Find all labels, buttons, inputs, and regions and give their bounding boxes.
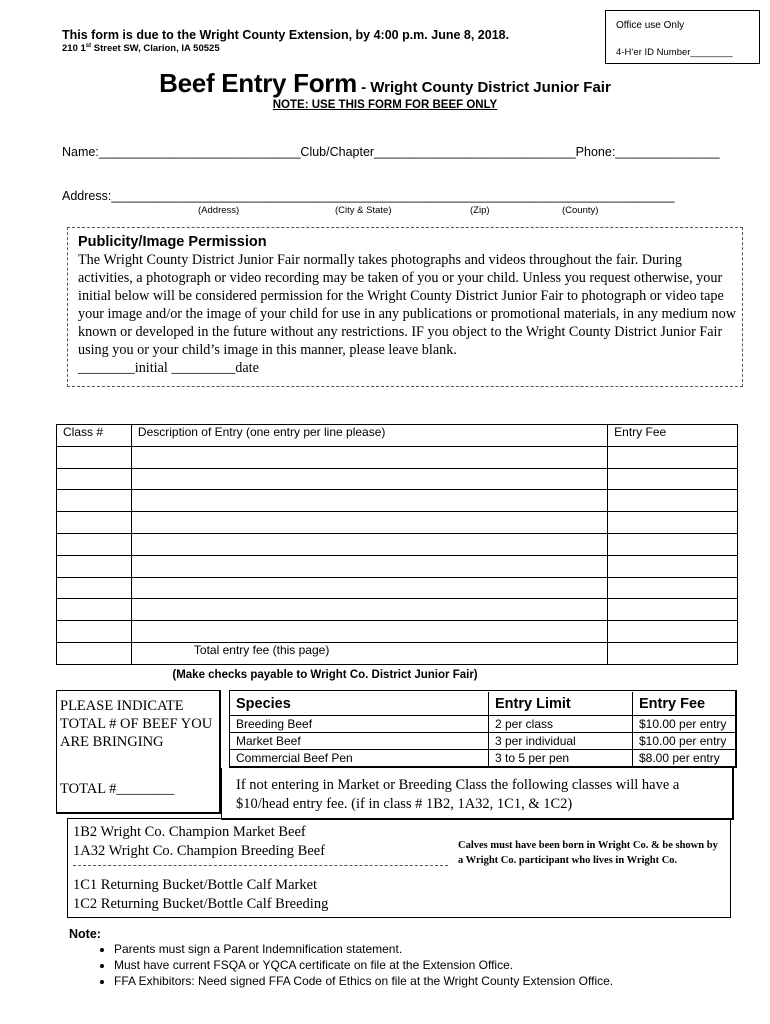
champion-class-1b2: 1B2 Wright Co. Champion Market Beef [73, 824, 306, 840]
table-row[interactable] [57, 555, 738, 577]
fee-cell[interactable] [608, 599, 738, 621]
class-cell[interactable] [57, 577, 132, 599]
notes-list [90, 941, 613, 989]
fee-cell[interactable] [608, 621, 738, 643]
header-description: Description of Entry (one entry per line please) [131, 425, 607, 447]
bucket-calf-1c1: 1C1 Returning Bucket/Bottle Calf Market [73, 877, 318, 893]
species-limit: 3 per individual [489, 733, 633, 750]
entry-table-header [57, 425, 738, 447]
description-cell[interactable] [131, 490, 607, 512]
publicity-body [78, 251, 738, 377]
title-sub: - Wright County District Junior Fair [356, 79, 611, 96]
species-name: Breeding Beef [230, 716, 489, 733]
bucket-calf-1c2: 1C2 Returning Bucket/Bottle Calf Breeding [73, 896, 329, 912]
header-entry-limit: Entry Limit [489, 692, 633, 716]
champion-divider [73, 865, 448, 866]
table-row [230, 750, 735, 767]
species-fee: $10.00 per entry [633, 716, 736, 733]
fee-cell[interactable] [608, 468, 738, 490]
notes-label: Note: [69, 927, 101, 941]
form-title [0, 68, 770, 99]
species-header-row [230, 692, 735, 716]
description-cell[interactable] [131, 512, 607, 534]
office-use-box [605, 10, 760, 64]
sublabel-city-state: (City & State) [335, 205, 392, 216]
description-cell[interactable] [131, 533, 607, 555]
sublabel-county: (County) [562, 205, 599, 216]
total-label: Total entry fee (this page) [131, 642, 607, 664]
total-class-cell [57, 642, 132, 664]
address-rest: Street SW, Clarion, IA 50525 [91, 43, 220, 55]
title-note: NOTE: USE THIS FORM FOR BEEF ONLY [272, 99, 498, 111]
list-item: • Parents must sign a Parent Indemnification statement. [114, 941, 613, 957]
calves-requirement: Calves must have been born in Wright Co. & be shown by a Wright Co. participant who lives in Wright Co. [458, 840, 718, 866]
description-cell[interactable] [131, 468, 607, 490]
name-club-phone-row[interactable]: Name:_____________________________Club/Chapter_____________________________Phone:_______________ [62, 145, 720, 159]
species-fee: $10.00 per entry [633, 733, 736, 750]
header-species-fee: Entry Fee [633, 692, 736, 716]
entry-table [56, 424, 738, 665]
fee-cell[interactable] [608, 446, 738, 468]
table-row[interactable] [57, 468, 738, 490]
species-limit: 2 per class [489, 716, 633, 733]
fee-cell[interactable] [608, 555, 738, 577]
publicity-text: The Wright County District Junior Fair normally takes photographs and videos throughout the fair. During activities, a photograph or video recording may be taken of you or your child. Unless you request otherwise, your initial below will be considered permission for the Wright County District Junior Fair to photograph or video tape your image and/or the image of your child for use in any publications or promotional materials, in any medium now known or developed in the future without any restrictions. IF you object to the Wright County District Junior Fair using you or your child’s image in this manner, please leave blank. [78, 252, 736, 358]
due-notice: This form is due to the Wright County Extension, by 4:00 p.m. June 8, 2018. [62, 28, 510, 42]
class-cell[interactable] [57, 555, 132, 577]
total-beef-field[interactable]: TOTAL #________ [60, 781, 175, 797]
list-item: • Must have current FSQA or YQCA certificate on file at the Extension Office. [114, 957, 613, 973]
champion-class-1a32: 1A32 Wright Co. Champion Breeding Beef [73, 843, 326, 859]
sublabel-address: (Address) [198, 205, 240, 216]
header-entry-fee: Entry Fee [608, 425, 738, 447]
id-number-field[interactable]: 4-H’er ID Number________ [616, 47, 733, 58]
checks-payable-note: (Make checks payable to Wright Co. District Junior Fair) [172, 669, 478, 681]
table-row[interactable] [57, 490, 738, 512]
indicate-label: PLEASE INDICATE TOTAL # OF BEEF YOU ARE BRINGING [60, 698, 213, 750]
description-cell[interactable] [131, 599, 607, 621]
table-row [230, 716, 735, 733]
class-cell[interactable] [57, 599, 132, 621]
header-class: Class # [57, 425, 132, 447]
address-number: 210 1 [62, 43, 86, 55]
table-row[interactable] [57, 533, 738, 555]
description-cell[interactable] [131, 577, 607, 599]
publicity-title: Publicity/Image Permission [78, 234, 267, 250]
table-row[interactable] [57, 512, 738, 534]
species-fee: $8.00 per entry [633, 750, 736, 767]
fee-cell[interactable] [608, 577, 738, 599]
class-cell[interactable] [57, 621, 132, 643]
description-cell[interactable] [131, 446, 607, 468]
table-row[interactable] [57, 446, 738, 468]
header-species: Species [230, 692, 489, 716]
sublabel-zip: (Zip) [470, 205, 490, 216]
address-row[interactable]: Address:_________________________________________________________________________________ [62, 189, 675, 203]
total-fee-cell[interactable] [608, 642, 738, 664]
initial-date-line[interactable]: ________initial _________date [78, 360, 259, 376]
table-row[interactable] [57, 577, 738, 599]
title-main: Beef Entry Form [159, 68, 357, 98]
list-item: • FFA Exhibitors: Need signed FFA Code of Ethics on file at the Wright County Extension Office. [114, 973, 613, 989]
extension-address [62, 43, 220, 54]
total-row[interactable] [57, 642, 738, 664]
species-limit: 3 to 5 per pen [489, 750, 633, 767]
table-row[interactable] [57, 599, 738, 621]
fee-cell[interactable] [608, 512, 738, 534]
head-fee-notice: If not entering in Market or Breeding Class the following classes will have a $10/head entry fee. (if in class # 1B2, 1A32, 1C1, & 1C2) [236, 777, 680, 812]
species-table [230, 692, 735, 766]
fee-cell[interactable] [608, 533, 738, 555]
class-cell[interactable] [57, 533, 132, 555]
address-superscript: st [85, 43, 92, 49]
table-row [230, 733, 735, 750]
class-cell[interactable] [57, 490, 132, 512]
description-cell[interactable] [131, 555, 607, 577]
office-use-label: Office use Only [616, 20, 685, 31]
table-row[interactable] [57, 621, 738, 643]
class-cell[interactable] [57, 468, 132, 490]
class-cell[interactable] [57, 446, 132, 468]
species-name: Market Beef [230, 733, 489, 750]
species-name: Commercial Beef Pen [230, 750, 489, 767]
class-cell[interactable] [57, 512, 132, 534]
description-cell[interactable] [131, 621, 607, 643]
fee-cell[interactable] [608, 490, 738, 512]
